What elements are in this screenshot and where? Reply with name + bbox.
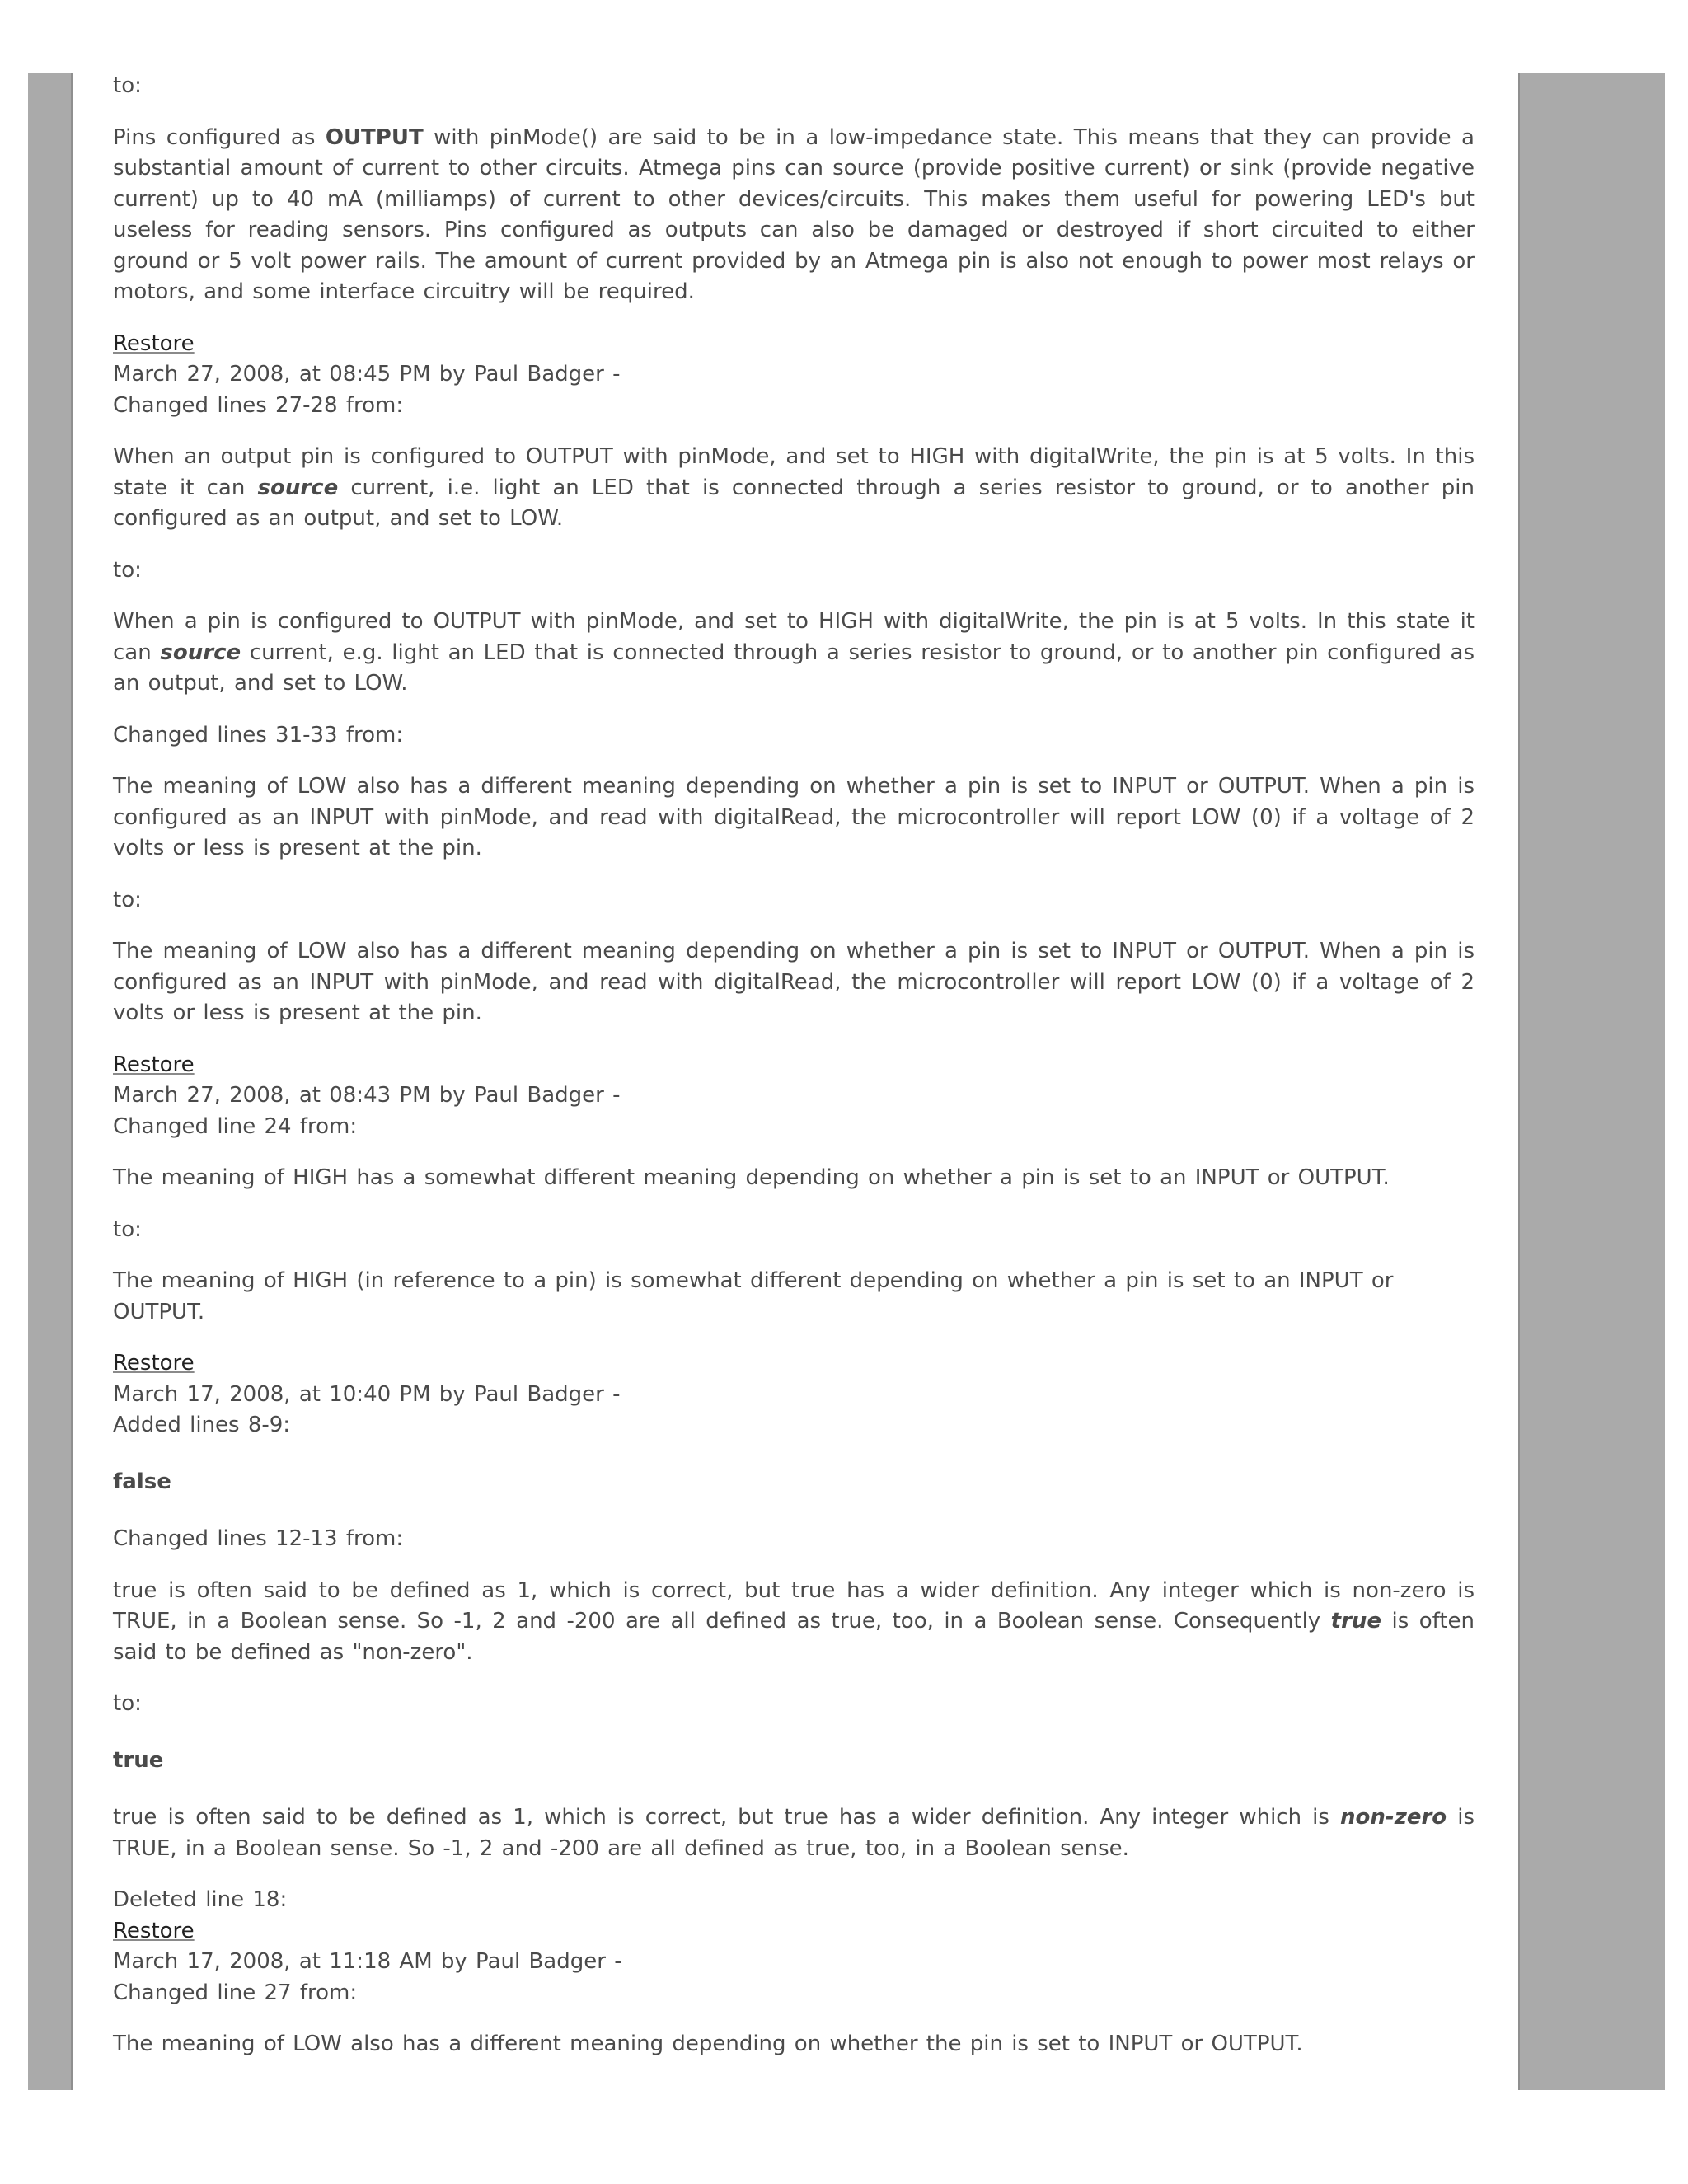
diff-from-text: The meaning of LOW also has a different meaning depending on whether a pin is set to INPUT or OUTPUT. When a pin is configured as an INPUT with pinMode, and read with digitalRead, the microcontroller will report LOW (0) if a voltage of 2 volts or less is present at the pin. <box>113 774 1475 860</box>
diff-to-text <box>113 1802 1475 1864</box>
page-history-content <box>113 71 1475 2081</box>
revision-entry <box>113 329 1475 422</box>
diff-text-a: When a pin is configured to OUTPUT with pinMode, and set to HIGH with digitalWrite, the pin is at 5 volts. In this state it can <box>113 609 1475 665</box>
right-sidebar-rail <box>1518 73 1665 2090</box>
to-label: to: <box>113 1691 142 1716</box>
change-summary: Changed line 27 from: <box>113 1980 358 2005</box>
restore-link[interactable]: Restore <box>113 1052 195 1077</box>
change-summary: Changed line 24 from: <box>113 1113 358 1139</box>
diff-from-text <box>113 1576 1475 1669</box>
diff-from-text: The meaning of HIGH has a somewhat different meaning depending on whether a pin is set to an INPUT or OUTPUT. <box>113 1165 1390 1190</box>
diff-text-c: is TRUE, in a Boolean sense. So -1, 2 and -200 are all defined as true, too, in a Boolean sense. <box>113 1805 1475 1861</box>
revision-entry <box>113 1885 1475 2008</box>
emphasis-source: source <box>160 640 241 665</box>
left-sidebar-rail <box>28 73 73 2090</box>
emphasis-non-zero: non-zero <box>1340 1805 1447 1830</box>
diff-to-text: The meaning of LOW also has a different meaning depending on whether a pin is set to INPUT or OUTPUT. When a pin is configured as an INPUT with pinMode, and read with digitalRead, the microcontroller will report LOW (0) if a voltage of 2 volts or less is present at the pin. <box>113 939 1475 1025</box>
change-summary: Deleted line 18: <box>113 1887 288 1912</box>
diff-text-c: current, e.g. light an LED that is connected through a series resistor to ground, or to another pin configured as an output, and set to LOW. <box>113 640 1475 696</box>
change-summary: Changed lines 27-28 from: <box>113 392 404 418</box>
diff-from-text: The meaning of LOW also has a different meaning depending on whether the pin is set to INPUT or OUTPUT. <box>113 2032 1303 2056</box>
revision-meta: March 27, 2008, at 08:45 PM by Paul Badger - <box>113 362 621 387</box>
to-label: to: <box>113 557 142 583</box>
change-summary: Changed lines 31-33 from: <box>113 722 404 748</box>
keyword-heading-false: false <box>113 1469 171 1494</box>
diff-text-a: true is often said to be defined as 1, which is correct, but true has a wider definition. Any integer which is non-zero is TRUE, in a Boolean sense. So -1, 2 and -200 are all defined as true, too, in a Boolean sense. Consequently <box>113 1577 1475 1633</box>
diff-text-c: is often said to be defined as "non-zero". <box>113 1609 1475 1665</box>
restore-link[interactable]: Restore <box>113 330 195 356</box>
diff-text-a: true is often said to be defined as 1, which is correct, but true has a wider definition. Any integer which is <box>113 1805 1341 1830</box>
change-summary: Changed lines 12-13 from: <box>113 1526 404 1551</box>
emphasis-true: true <box>1330 1609 1382 1633</box>
to-label: to: <box>113 1216 142 1242</box>
diff-text-a: When an output pin is configured to OUTPUT with pinMode, and set to HIGH with digitalWrite, the pin is at 5 volts. In this state it can <box>113 444 1475 500</box>
revision-entry <box>113 1050 1475 1143</box>
emphasis-source: source <box>257 475 339 500</box>
output-keyword: OUTPUT <box>325 124 424 150</box>
change-summary: Added lines 8-9: <box>113 1413 291 1437</box>
to-label: to: <box>113 887 142 912</box>
revision-meta: March 27, 2008, at 08:43 PM by Paul Badger - <box>113 1083 621 1108</box>
restore-link[interactable]: Restore <box>113 1918 195 1943</box>
restore-link[interactable]: Restore <box>113 1351 195 1376</box>
diff-to-text: The meaning of HIGH (in reference to a pin) is somewhat different depending on whether a pin is set to an INPUT or OUTPUT. <box>113 1268 1394 1324</box>
keyword-heading-true: true <box>113 1747 164 1773</box>
output-para-text-c: with pinMode() are said to be in a low-impedance state. This means that they can provide a substantial amount of current to other circuits. Atmega pins can source (provide positive current) or sink (provide negative current) up to 40 mA (milliamps) of current to other devices/circuits. This makes them useful for powering LED's but useless for reading sensors. Pins configured as outputs can also be damaged or destroyed if short circuited to either ground or 5 volt power rails. The amount of current provided by an Atmega pin is also not enough to power most relays or motors, and some interface circuitry will be required. <box>113 124 1475 304</box>
revision-meta: March 17, 2008, at 10:40 PM by Paul Badger - <box>113 1381 621 1407</box>
output-para-text-a: Pins configured as <box>113 124 326 150</box>
diff-text-c: current, i.e. light an LED that is connected through a series resistor to ground, or to another pin configured as an output, and set to LOW. <box>113 475 1475 531</box>
diff-from-text <box>113 442 1475 535</box>
output-paragraph <box>113 123 1475 308</box>
diff-to-text <box>113 607 1475 700</box>
revision-entry <box>113 1348 1475 1441</box>
to-label: to: <box>113 73 142 98</box>
revision-meta: March 17, 2008, at 11:18 AM by Paul Badger - <box>113 1949 622 1974</box>
